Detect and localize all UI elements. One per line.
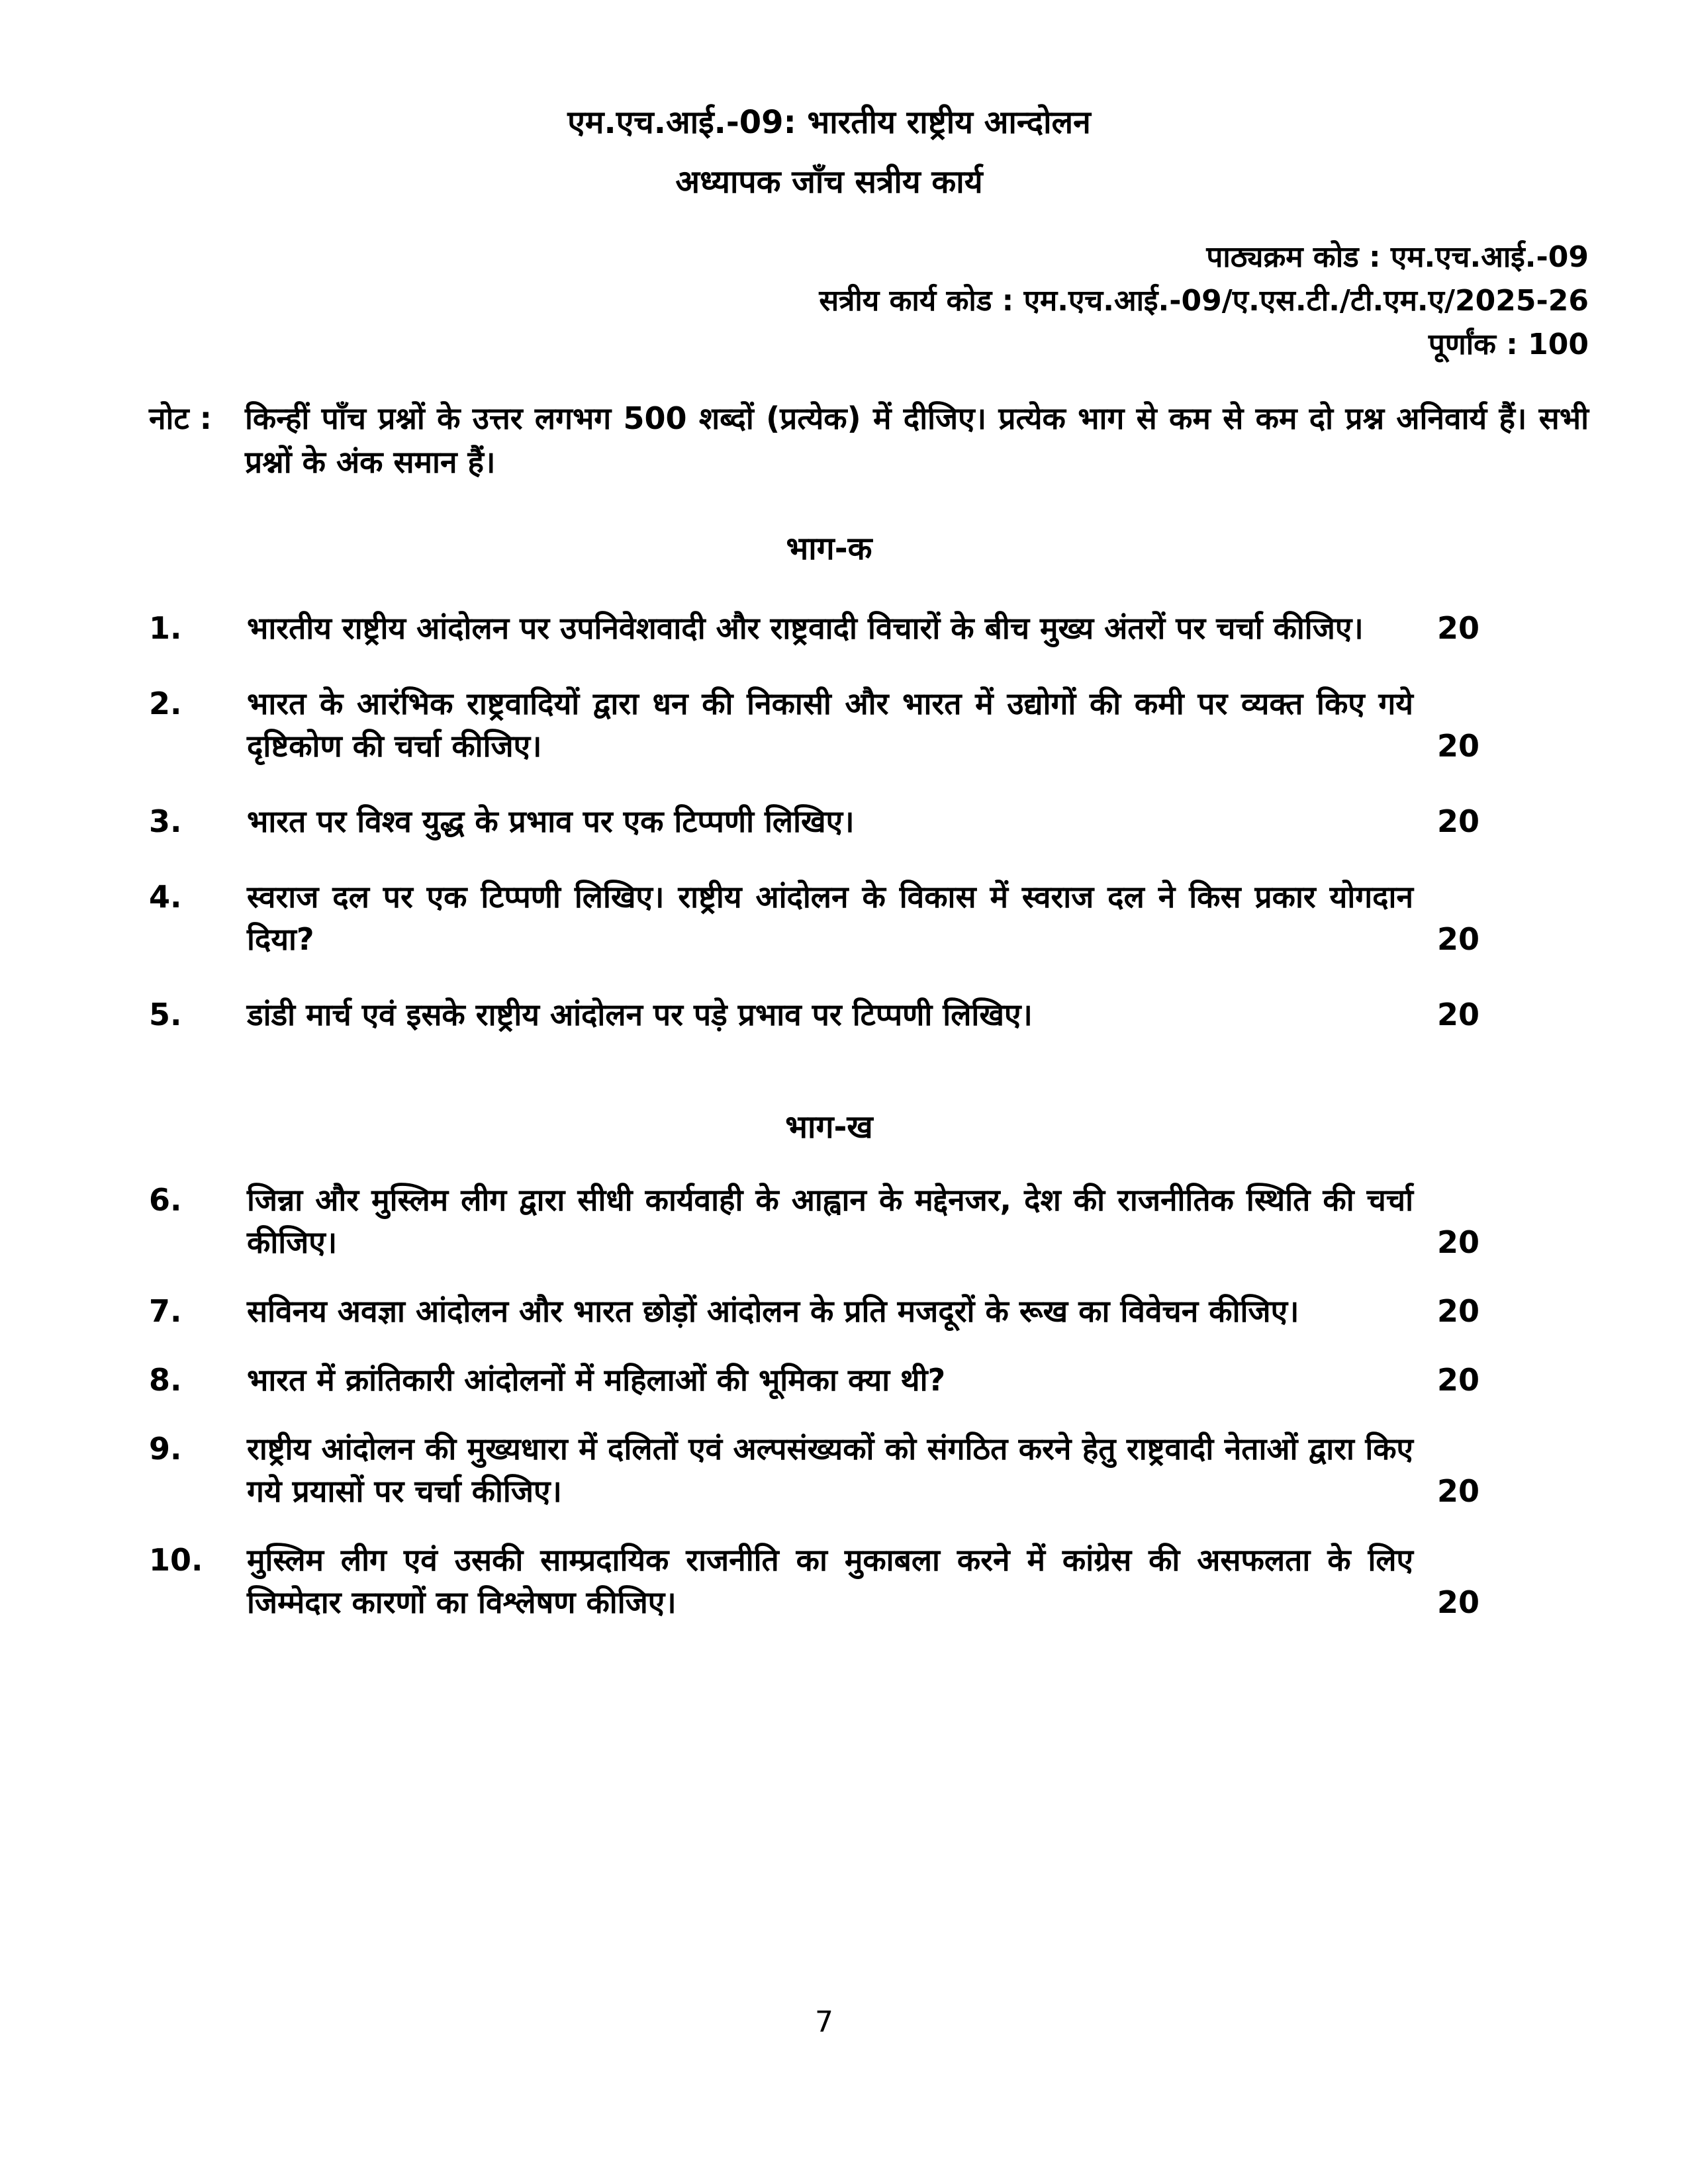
course-code-line: पाठ्यक्रम कोड : एम.एच.आई.-09 (1206, 240, 1589, 274)
question-marks: 20 (1436, 1293, 1479, 1329)
max-marks-line: पूर्णांक : 100 (1428, 328, 1589, 361)
assignment-subtitle: अध्यापक जाँच सत्रीय कार्य (675, 163, 983, 201)
question-text: भारत पर विश्व युद्ध के प्रभाव पर एक टिप्पणी लिखिए। (247, 803, 855, 839)
question-text: भारत में क्रांतिकारी आंदोलनों में महिलाओं की भूमिका क्या थी? (247, 1362, 946, 1398)
section-b (149, 1109, 1589, 1623)
instructions-note (149, 396, 1589, 484)
question-number: 1. (149, 610, 182, 646)
question-marks: 20 (1436, 1224, 1479, 1260)
question-row-6 (149, 1179, 1589, 1263)
question-marks: 20 (1436, 997, 1479, 1032)
note-text: किन्हीं पाँच प्रश्नों के उत्तर लगभग 500 शब्दों (प्रत्येक) में दीजिए। प्रत्येक भाग से कम से कम दो प्रश्न अनिवार्य हैं। सभी प्रश्नों के अंक समान हैं। (245, 400, 1589, 480)
document-content (149, 93, 1589, 1650)
question-text: सविनय अवज्ञा आंदोलन और भारत छोड़ों आंदोलन के प्रति मजदूरों के रूख का विवेचन कीजिए। (247, 1293, 1299, 1329)
question-number: 4. (149, 879, 182, 915)
question-marks: 20 (1436, 1473, 1479, 1509)
page-number: 7 (815, 2005, 833, 2039)
question-row-7 (149, 1290, 1589, 1332)
note-label: नोट : (149, 400, 212, 436)
question-marks: 20 (1436, 921, 1479, 957)
header-codes (149, 236, 1589, 367)
question-row-10 (149, 1539, 1589, 1623)
question-marks: 20 (1436, 1362, 1479, 1398)
question-row-3 (149, 800, 1589, 842)
question-number: 8. (149, 1362, 182, 1398)
question-number: 2. (149, 686, 182, 721)
question-number: 7. (149, 1293, 182, 1329)
question-text: जिन्ना और मुस्लिम लीग द्वारा सीधी कार्यवाही के आह्वान के मद्देनजर, देश की राजनीतिक स्थिति की चर्चा कीजिए। (247, 1182, 1413, 1260)
assignment-code-line: सत्रीय कार्य कोड : एम.एच.आई.-09/ए.एस.टी./टी.एम.ए/2025-26 (819, 284, 1589, 318)
question-number: 6. (149, 1182, 182, 1218)
section-b-heading: भाग-ख (785, 1109, 873, 1146)
section-a-heading: भाग-क (786, 530, 872, 567)
question-row-2 (149, 682, 1589, 767)
question-number: 9. (149, 1431, 182, 1467)
question-marks: 20 (1436, 1584, 1479, 1620)
course-title: एम.एच.आई.-09: भारतीय राष्ट्रीय आन्दोलन (567, 104, 1091, 141)
question-row-1 (149, 607, 1589, 649)
section-a (149, 530, 1589, 1036)
question-marks: 20 (1436, 610, 1479, 646)
question-text: राष्ट्रीय आंदोलन की मुख्यधारा में दलितों एवं अल्पसंख्यकों को संगठित करने हेतु राष्ट्रवादी नेताओं द्वारा किए गये प्रयासों पर चर्चा कीजिए। (247, 1431, 1413, 1509)
question-text: भारतीय राष्ट्रीय आंदोलन पर उपनिवेशवादी और राष्ट्रवादी विचारों के बीच मुख्य अंतरों पर चर्चा कीजिए। (247, 610, 1364, 646)
question-text: मुस्लिम लीग एवं उसकी साम्प्रदायिक राजनीति का मुकाबला करने में कांग्रेस की असफलता के लिए जिम्मेदार कारणों का विश्लेषण कीजिए। (247, 1542, 1413, 1620)
question-number: 10. (149, 1542, 203, 1578)
document-title (149, 93, 1589, 212)
question-marks: 20 (1436, 728, 1479, 764)
question-text: भारत के आरंभिक राष्ट्रवादियों द्वारा धन की निकासी और भारत में उद्योगों की कमी पर व्यक्त किए गये दृष्टिकोण की चर्चा कीजिए। (247, 686, 1413, 764)
question-row-4 (149, 876, 1589, 960)
question-number: 5. (149, 997, 182, 1032)
question-row-8 (149, 1359, 1589, 1401)
question-row-9 (149, 1428, 1589, 1512)
question-text: डांडी मार्च एवं इसके राष्ट्रीय आंदोलन पर पड़े प्रभाव पर टिप्पणी लिखिए। (247, 997, 1033, 1032)
question-number: 3. (149, 803, 182, 839)
question-row-5 (149, 993, 1589, 1036)
question-marks: 20 (1436, 803, 1479, 839)
question-text: स्वराज दल पर एक टिप्पणी लिखिए। राष्ट्रीय आंदोलन के विकास में स्वराज दल ने किस प्रकार योगदान दिया? (247, 879, 1413, 957)
